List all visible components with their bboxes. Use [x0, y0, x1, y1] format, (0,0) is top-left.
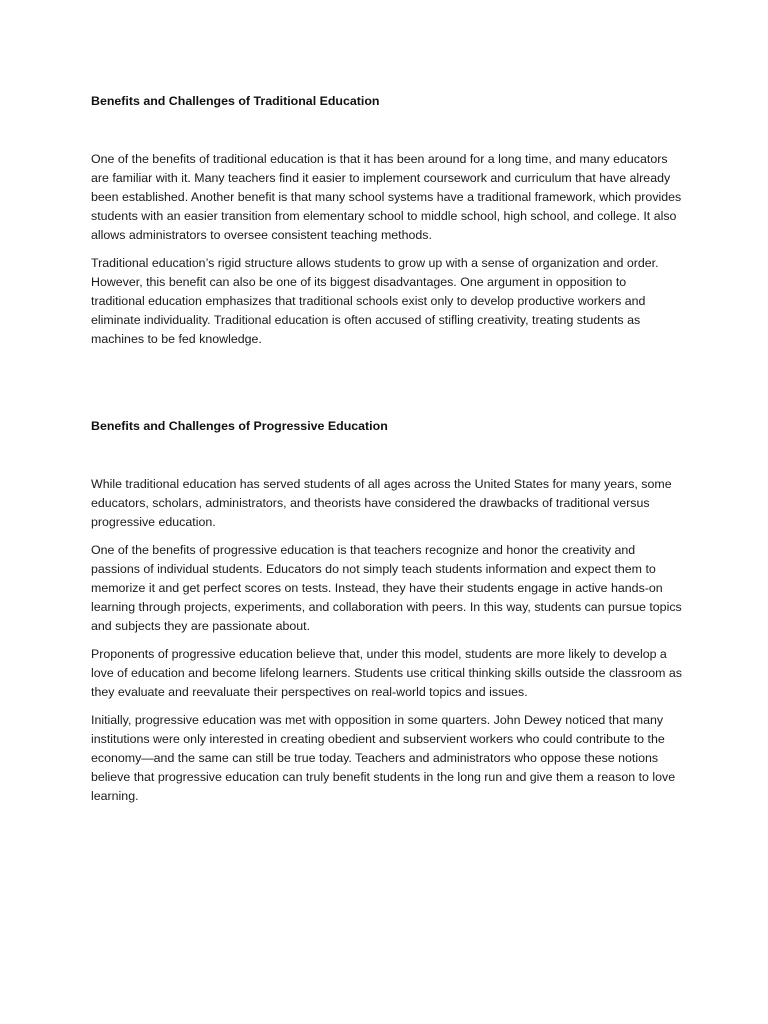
section-body	[91, 475, 683, 806]
section-traditional-education	[91, 92, 683, 349]
paragraph: Proponents of progressive education believe that, under this model, students are more likely to develop a love of education and become lifelong learners. Students use critical thinking skills outside the classroom as they evaluate and reevaluate their perspectives on real-world topics and issues.	[91, 647, 682, 699]
paragraph: One of the benefits of progressive education is that teachers recognize and honor the creativity and passions of individual students. Educators do not simply teach students information and expect them to memorize it and get perfect scores on tests. Instead, they have their students engage in active hands-on learning through projects, experiments, and collaboration with peers. In this way, students can pursue topics and subjects they are passionate about.	[91, 543, 682, 633]
section-spacer	[91, 358, 683, 417]
section-heading: Benefits and Challenges of Progressive Education	[91, 419, 388, 433]
paragraph: Traditional education’s rigid structure allows students to grow up with a sense of organization and order. However, this benefit can also be one of its biggest disadvantages. One argument in opposition to traditional education emphasizes that traditional schools exist only to develop productive workers and eliminate individuality. Traditional education is often accused of stifling creativity, treating students as machines to be fed knowledge.	[91, 256, 659, 346]
section-body	[91, 150, 683, 349]
paragraph: Initially, progressive education was met with opposition in some quarters. John Dewey noticed that many institutions were only interested in creating obedient and subservient workers who could contribute to the economy—and the same can still be true today. Teachers and administrators who oppose these notions believe that progressive education can truly benefit students in the long run and give them a reason to love learning.	[91, 713, 676, 803]
paragraph: One of the benefits of traditional education is that it has been around for a long time, and many educators are familiar with it. Many teachers find it easier to implement coursework and curriculum that have already been established. Another benefit is that many school systems have a traditional framework, which provides students with an easier transition from elementary school to middle school, high school, and college. It also allows administrators to oversee consistent teaching methods.	[91, 152, 682, 242]
section-progressive-education	[91, 417, 683, 806]
section-heading: Benefits and Challenges of Traditional Education	[91, 94, 380, 108]
paragraph: While traditional education has served students of all ages across the United States for many years, some educators, scholars, administrators, and theorists have considered the drawbacks of traditional versus progressive education.	[91, 477, 672, 529]
document-content	[91, 92, 683, 815]
